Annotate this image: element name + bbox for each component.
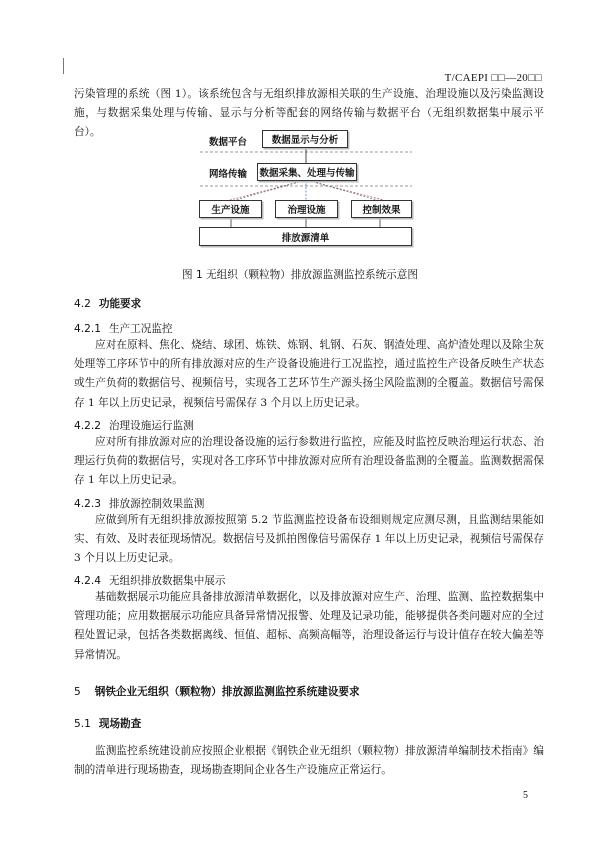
- layer-label-network: 网络传输: [209, 169, 248, 180]
- section-4-2-3-body: 应做到所有无组织排放源按照第 5.2 节监测监控设备布设细则规定应测尽测，且监测结果能如实、有效、及时表征现场情况。数据信号及抓拍图像信号需保存 1 年以上历史记录，视频信号需保存 3 个月以上历史记录。: [74, 514, 544, 565]
- section-4-2-2-body: 应对所有排放源对应的治理设备设施的运行参数进行监控，应能及时监控反映治理运行状态、治理运行负荷的数据信号，实现对各工序环节中排放源对应所有治理设备监测的全覆盖。监测数据需保存 1 年以上历史记录。: [74, 436, 544, 487]
- section-number: 5: [74, 686, 81, 698]
- section-title: 排放源控制效果监测: [108, 498, 205, 510]
- section-4-2-4-body: 基础数据展示功能应具备排放源清单数据化，以及排放源对应生产、治理、监测、监控数据集中管理功能；应用数据展示功能应具备异常情况报警、处理及记录功能，能够提供各类问题对应的全过程处置记录，包括各类数据离线、恒值、超标、高频高幅等，治理设备运行与设计值存在较大偏差等异常情况。: [74, 591, 544, 661]
- section-title: 钢铁企业无组织（颗粒物）排放源监测监控系统建设要求: [94, 686, 360, 698]
- section-title: 功能要求: [98, 298, 142, 310]
- connector-collect-production-b: [236, 180, 306, 200]
- section-number: 4.2.2: [74, 420, 101, 432]
- standard-code: T/CAEPI □□—20□□: [444, 72, 542, 84]
- section-4-2-2-heading: [74, 418, 194, 434]
- box-control-effect: 控制效果: [351, 200, 412, 218]
- section-4-2-heading: [74, 296, 141, 312]
- section-title: 生产工况监控: [108, 323, 173, 335]
- section-5-1-heading: [74, 716, 141, 732]
- section-5-1-body: 监测监控系统建设前应按照企业根据《钢铁企业无组织（颗粒物）排放源清单编制技术指南》编制的清单进行现场勘查，现场勘查期间企业各生产设施应正常运行。: [74, 745, 544, 777]
- box-data-display: 数据显示与分析: [262, 130, 348, 148]
- page-number: 5: [523, 790, 528, 801]
- section-4-2-4-heading: [74, 573, 226, 589]
- figure-caption: 图 1 无组织（颗粒物）排放源监测监控系统示意图: [182, 269, 418, 281]
- box-treatment: 治理设施: [275, 200, 338, 218]
- section-number: 4.2.3: [74, 498, 101, 510]
- box-production: 生产设施: [199, 200, 262, 218]
- section-title: 现场勘查: [98, 718, 142, 730]
- section-5-heading: [74, 684, 360, 700]
- section-4-2-1-body: 应对在原料、焦化、烧结、球团、炼铁、炼钢、轧钢、石灰、钢渣处理、高炉渣处理以及除尘灰处理等工序环节中的所有排放源对应的生产设备设施进行工况监控，通过监控生产设备反映生产状态或生产负荷的数据信号、视频信号，实现各工艺环节生产源头扬尘风险监测的全覆盖。数据信号需保存 1 年以上历史记录，视频信号需保存 3 个月以上历史记录。: [74, 339, 544, 409]
- section-title: 治理设施运行监测: [108, 420, 194, 432]
- section-number: 4.2.1: [74, 323, 101, 335]
- connector-collect-effect-b: [306, 180, 377, 200]
- section-number: 4.2: [74, 298, 91, 310]
- section-4-2-3-heading: [74, 496, 204, 512]
- intro-paragraph: 污染管理的系统（图 1）。该系统包含与无组织排放源相关联的生产设施、治理设施以及污染监测设施，与数据采集处理与传输、显示与分析等配套的网络传输与数据平台（无组织数据集中展示平台）。: [74, 88, 544, 139]
- section-number: 4.2.4: [74, 575, 101, 587]
- section-4-2-1-heading: [74, 321, 173, 337]
- box-source-inventory: 排放源清单: [199, 227, 412, 246]
- layer-label-platform: 数据平台: [209, 137, 248, 148]
- section-number: 5.1: [74, 718, 91, 730]
- box-data-collect: 数据采集、处理与传输: [257, 163, 357, 181]
- section-title: 无组织排放数据集中展示: [108, 575, 226, 587]
